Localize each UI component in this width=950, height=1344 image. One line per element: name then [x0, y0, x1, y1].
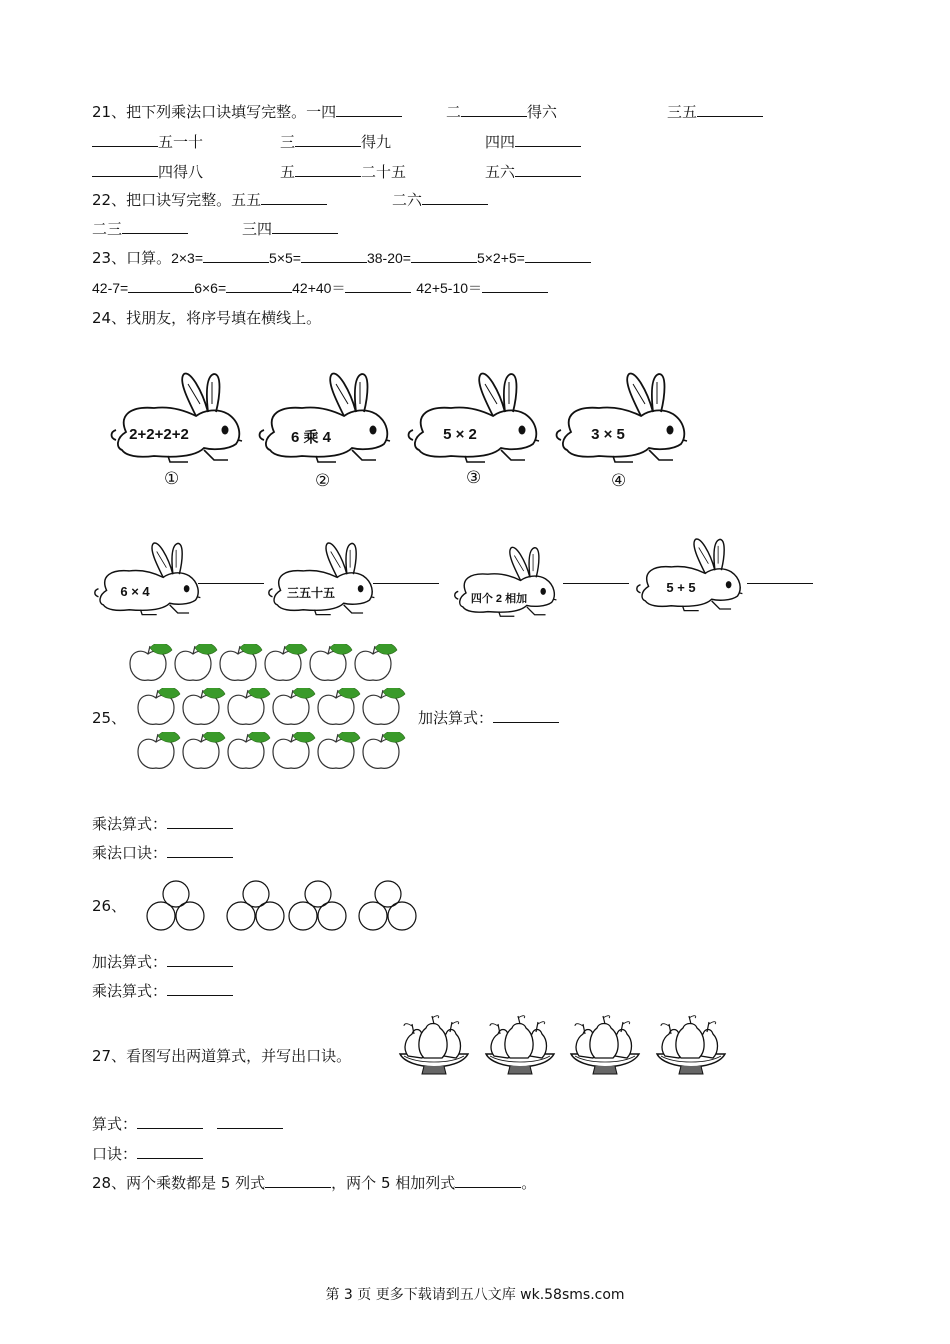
answer-blank[interactable] — [167, 952, 233, 967]
answer-blank[interactable] — [92, 132, 158, 147]
q23-line-1: 23、口算。2×3= 5×5= 38-20= 5×2+5= — [92, 248, 591, 268]
answer-blank[interactable] — [295, 132, 361, 147]
answer-blank[interactable] — [455, 1173, 521, 1188]
answer-blank[interactable] — [345, 278, 411, 293]
match-blank-3[interactable] — [563, 582, 629, 584]
q24-label: 24、找朋友，将序号填在横线上。 — [92, 309, 322, 327]
q28-line: 28、两个乘数都是 5 列式 ，两个 5 相加列式 。 — [92, 1174, 537, 1192]
answer-blank[interactable] — [295, 162, 361, 177]
answer-blank[interactable] — [122, 219, 188, 234]
pear-plate-4 — [655, 1014, 729, 1080]
match-blank-1[interactable] — [198, 582, 264, 584]
apple-icon — [128, 644, 174, 688]
answer-blank[interactable] — [422, 190, 488, 205]
answer-blank[interactable] — [167, 981, 233, 996]
answer-blank[interactable] — [525, 248, 591, 263]
answer-blank[interactable] — [265, 1173, 331, 1188]
apple-icon — [263, 644, 309, 688]
apple-icon — [316, 732, 362, 776]
number-label-4: ④ — [611, 471, 627, 491]
answer-blank[interactable] — [411, 248, 477, 263]
rabbit-target-2: 三五十五 — [266, 540, 376, 622]
q23-line-2: 42-7= 6×6= 42+40＝ 42+5-10＝ — [92, 278, 548, 298]
match-blank-2[interactable] — [373, 582, 439, 584]
q23-label: 23、口算。 — [92, 249, 172, 267]
apple-icon — [218, 644, 264, 688]
apple-icon — [353, 644, 399, 688]
answer-blank[interactable] — [226, 278, 292, 293]
rabbit-card-3[interactable]: 5 × 2 — [405, 370, 541, 470]
number-label-2: ② — [315, 471, 331, 491]
rabbit-card-1[interactable]: 2+2+2+2 — [108, 370, 244, 470]
rabbit-target-3: 四个 2 相加 — [452, 544, 558, 624]
answer-blank[interactable] — [461, 102, 527, 117]
apple-icon — [308, 644, 354, 688]
rabbit-card-4[interactable]: 3 × 5 — [553, 370, 689, 470]
apple-icon — [136, 688, 182, 732]
apple-icon — [226, 732, 272, 776]
apple-icon — [136, 732, 182, 776]
q26-label: 26、 — [92, 897, 127, 915]
q27-formula-label: 算式： — [92, 1115, 138, 1133]
rabbit-card-2[interactable]: 6 乘 4 — [256, 370, 392, 470]
answer-blank[interactable] — [697, 102, 763, 117]
apple-grid — [128, 644, 418, 774]
answer-blank[interactable] — [92, 162, 158, 177]
q25-add-label: 加法算式： — [418, 709, 494, 727]
apple-icon — [361, 732, 407, 776]
circle-group-3 — [288, 880, 350, 936]
pear-plate-3 — [569, 1014, 643, 1080]
circle-group-1 — [146, 880, 208, 936]
q21-label: 21、把下列乘法口诀填写完整。 — [92, 103, 307, 121]
apple-icon — [173, 644, 219, 688]
answer-blank[interactable] — [515, 162, 581, 177]
rabbit-target-4: 5 + 5 — [634, 536, 744, 618]
answer-blank[interactable] — [482, 278, 548, 293]
number-label-1: ① — [164, 469, 180, 489]
apple-icon — [271, 688, 317, 732]
q25-rhyme-label: 乘法口诀： — [92, 844, 168, 862]
q27-rhyme-label: 口诀： — [92, 1145, 138, 1163]
answer-blank[interactable] — [137, 1144, 203, 1159]
apple-icon — [226, 688, 272, 732]
q22-line-1: 22、把口诀写完整。五五 — [92, 190, 327, 210]
pear-plate-2 — [484, 1014, 558, 1080]
answer-blank[interactable] — [261, 190, 327, 205]
q26-mul-label: 乘法算式： — [92, 982, 168, 1000]
apple-icon — [181, 732, 227, 776]
answer-blank[interactable] — [203, 248, 269, 263]
page-footer: 第 3 页 更多下载请到五八文库 wk.58sms.com — [325, 1287, 625, 1303]
apple-icon — [316, 688, 362, 732]
answer-blank[interactable] — [167, 843, 233, 858]
answer-blank[interactable] — [515, 132, 581, 147]
circle-group-2 — [226, 880, 288, 936]
q22-label: 22、把口诀写完整。 — [92, 191, 232, 209]
answer-blank[interactable] — [493, 708, 559, 723]
answer-blank[interactable] — [137, 1114, 203, 1129]
apple-icon — [181, 688, 227, 732]
answer-blank[interactable] — [128, 278, 194, 293]
match-blank-4[interactable] — [747, 582, 813, 584]
q25-label: 25、 — [92, 709, 127, 727]
rabbit-target-1: 6 × 4 — [92, 540, 202, 622]
q27-label: 27、看图写出两道算式，并写出口诀。 — [92, 1047, 352, 1065]
answer-blank[interactable] — [272, 219, 338, 234]
apple-icon — [271, 732, 317, 776]
q25-mul-label: 乘法算式： — [92, 815, 168, 833]
answer-blank[interactable] — [217, 1114, 283, 1129]
answer-blank[interactable] — [336, 102, 402, 117]
pear-plate-1 — [398, 1014, 472, 1080]
answer-blank[interactable] — [167, 814, 233, 829]
circle-group-4 — [358, 880, 420, 936]
apple-icon — [361, 688, 407, 732]
answer-blank[interactable] — [301, 248, 367, 263]
q26-add-label: 加法算式： — [92, 953, 168, 971]
number-label-3: ③ — [466, 468, 482, 488]
q21-line-1: 21、把下列乘法口诀填写完整。一四 — [92, 102, 402, 122]
